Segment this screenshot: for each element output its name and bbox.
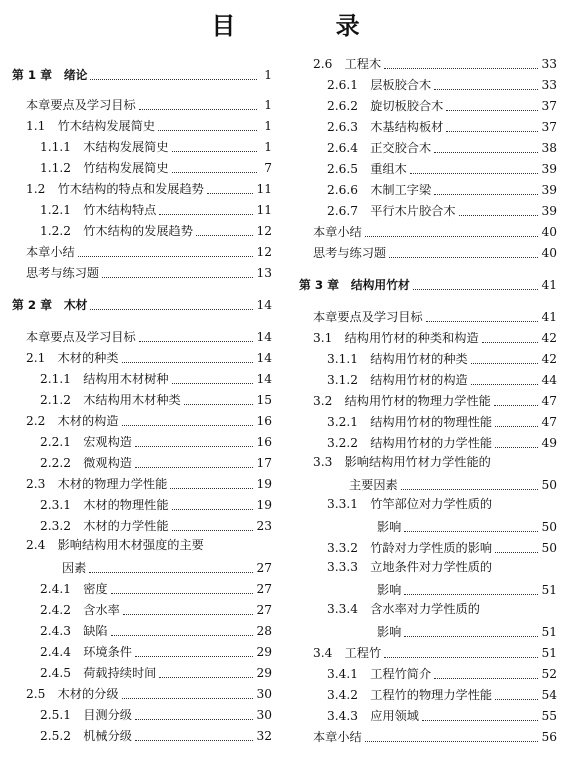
toc-leader-dots (365, 235, 539, 237)
toc-leader-dots (482, 341, 539, 343)
toc-entry-label: 2.5 木材的分级 (26, 687, 119, 701)
toc-page-number: 55 (541, 709, 557, 723)
toc-entry (377, 517, 557, 535)
toc-entry-label: 本章要点及学习目标 (26, 330, 136, 344)
toc-entry (349, 475, 557, 493)
toc-page-number: 38 (541, 141, 557, 155)
toc-page-number: 30 (256, 708, 272, 722)
toc-entry-label: 1.1 竹木结构发展简史 (26, 119, 156, 133)
toc-page-number: 11 (256, 203, 272, 217)
toc-leader-dots (135, 739, 254, 741)
toc-page-number: 54 (541, 688, 557, 702)
toc-leader-dots (471, 362, 539, 364)
toc-entry-label: 2.6.1 层板胶合木 (327, 78, 432, 92)
toc-entry-label: 1.2.1 竹木结构特点 (40, 203, 157, 217)
toc-page-number: 27 (256, 603, 272, 617)
toc-entry-label: 第 3 章 结构用竹材 (299, 278, 410, 292)
toc-leader-dots (172, 508, 254, 510)
toc-entry (313, 307, 557, 325)
toc-entry (62, 558, 272, 576)
toc-entry (327, 75, 557, 93)
toc-entry-label: 3.2 结构用竹材的物理力学性能 (313, 394, 491, 408)
toc-page-number: 33 (541, 57, 557, 71)
toc-leader-dots (172, 171, 257, 173)
toc-page-number: 56 (541, 730, 557, 744)
toc-leader-dots (495, 698, 538, 700)
toc-entry (327, 349, 557, 367)
toc-entry-label: 2.4.3 缺陷 (40, 624, 108, 638)
toc-page-number: 1 (264, 140, 272, 154)
toc-entry-label: 3.1.2 结构用竹材的构造 (327, 373, 468, 387)
toc-entry-label: 3.4 工程竹 (313, 646, 382, 660)
page-title: 目 录 (211, 12, 406, 40)
toc-page-number: 39 (541, 204, 557, 218)
toc-page-number: 19 (256, 498, 272, 512)
toc-page-number: 44 (541, 373, 557, 387)
toc-entry-label: 2.6.3 木基结构板材 (327, 120, 444, 134)
toc-leader-dots (135, 655, 254, 657)
toc-entry (327, 201, 557, 219)
toc-entry (377, 580, 557, 598)
toc-leader-dots (434, 151, 538, 153)
toc-entry (26, 263, 272, 281)
toc-leader-dots (207, 192, 254, 194)
toc-entry (40, 495, 272, 513)
toc-chapter-entry (12, 65, 272, 83)
toc-leader-dots (170, 487, 253, 489)
toc-page-number: 16 (256, 414, 272, 428)
toc-entry (26, 684, 272, 702)
toc-page-number: 40 (541, 246, 557, 260)
toc-leader-dots (404, 593, 538, 595)
toc-entry (40, 642, 272, 660)
toc-entry (26, 179, 272, 197)
toc-entry (26, 537, 272, 555)
toc-page-number: 49 (541, 436, 557, 450)
toc-leader-dots (494, 404, 539, 406)
toc-entry-label: 2.4 影响结构用木材强度的主要 (26, 538, 204, 552)
toc-leader-dots (135, 466, 254, 468)
toc-entry (40, 579, 272, 597)
toc-entry-label: 3.3.3 立地条件对力学性质的 (327, 560, 493, 574)
toc-page-number: 27 (256, 582, 272, 596)
toc-entry-label: 3.4.2 工程竹的物理力学性能 (327, 688, 493, 702)
toc-page-number: 1 (264, 98, 272, 112)
toc-entry-label: 因素 (62, 561, 87, 575)
toc-leader-dots (122, 697, 254, 699)
toc-page-number: 30 (256, 687, 272, 701)
toc-leader-dots (389, 256, 538, 258)
toc-leader-dots (159, 213, 253, 215)
toc-leader-dots (122, 424, 254, 426)
toc-page-number: 12 (256, 224, 272, 238)
toc-leader-dots (102, 276, 253, 278)
toc-leader-dots (404, 530, 538, 532)
toc-entry-label: 2.6 工程木 (313, 57, 382, 71)
toc-entry-label: 2.3.1 木材的物理性能 (40, 498, 169, 512)
toc-entry-label: 2.6.6 木制工字梁 (327, 183, 432, 197)
toc-entry (40, 369, 272, 387)
toc-page-number: 42 (541, 331, 557, 345)
toc-entry (327, 180, 557, 198)
toc-entry (377, 622, 557, 640)
toc-entry-label: 3.4.1 工程竹简介 (327, 667, 432, 681)
toc-page-number: 29 (256, 666, 272, 680)
toc-page-number: 14 (256, 330, 272, 344)
toc-entry (327, 412, 557, 430)
toc-entry-label: 思考与练习题 (26, 266, 100, 280)
toc-page-number: 51 (541, 583, 557, 597)
toc-entry (327, 685, 557, 703)
toc-chapter-entry (299, 275, 557, 293)
toc-entry (26, 474, 272, 492)
toc-entry-label: 2.2 木材的构造 (26, 414, 119, 428)
toc-leader-dots (90, 78, 257, 80)
toc-page-number: 37 (541, 120, 557, 134)
toc-entry (40, 516, 272, 534)
toc-entry (327, 433, 557, 451)
toc-leader-dots (158, 129, 257, 131)
toc-entry-label: 本章小结 (313, 730, 362, 744)
toc-entry-label: 2.6.4 正交胶合木 (327, 141, 432, 155)
toc-page-number: 14 (256, 372, 272, 386)
toc-page-number: 1 (264, 68, 272, 82)
toc-entry-label: 3.3.2 竹龄对力学性质的影响 (327, 541, 493, 555)
toc-entry (327, 96, 557, 114)
toc-entry-label: 3.3.1 竹竿部位对力学性质的 (327, 497, 493, 511)
toc-page-number: 47 (541, 415, 557, 429)
toc-entry (40, 137, 272, 155)
toc-leader-dots (172, 382, 254, 384)
toc-entry (26, 242, 272, 260)
toc-entry (327, 138, 557, 156)
toc-entry-label: 3.3.4 含水率对力学性质的 (327, 602, 480, 616)
toc-entry (40, 600, 272, 618)
toc-entry-label: 2.4.1 密度 (40, 582, 108, 596)
toc-leader-dots (471, 383, 539, 385)
toc-entry (327, 496, 557, 514)
toc-page-number: 50 (541, 478, 557, 492)
toc-entry-label: 2.6.7 平行木片胶合木 (327, 204, 456, 218)
toc-chapter-entry (12, 295, 272, 313)
toc-entry (40, 453, 272, 471)
toc-entry (327, 159, 557, 177)
toc-page-number: 14 (256, 298, 272, 312)
toc-entry-label: 2.3.2 木材的力学性能 (40, 519, 169, 533)
toc-entry (327, 559, 557, 577)
toc-leader-dots (135, 445, 254, 447)
toc-entry (327, 601, 557, 619)
toc-entry (313, 328, 557, 346)
toc-leader-dots (446, 109, 538, 111)
toc-entry-label: 本章要点及学习目标 (26, 98, 136, 112)
toc-leader-dots (426, 320, 539, 322)
toc-leader-dots (434, 88, 538, 90)
toc-entry-label: 3.4.3 应用领域 (327, 709, 419, 723)
toc-entry (40, 663, 272, 681)
toc-entry-label: 3.1 结构用竹材的种类和构造 (313, 331, 479, 345)
toc-leader-dots (384, 656, 538, 658)
toc-leader-dots (384, 67, 538, 69)
toc-entry (40, 705, 272, 723)
toc-leader-dots (413, 288, 539, 290)
toc-page-number: 15 (256, 393, 272, 407)
toc-page-number: 27 (256, 561, 272, 575)
toc-page-number: 39 (541, 183, 557, 197)
toc-leader-dots (139, 108, 257, 110)
toc-entry-label: 第 2 章 木材 (12, 298, 88, 312)
toc-entry (313, 643, 557, 661)
toc-entry (40, 432, 272, 450)
toc-entry-label: 2.4.2 含水率 (40, 603, 120, 617)
toc-page-number: 29 (256, 645, 272, 659)
toc-page-number: 14 (256, 351, 272, 365)
toc-page-number: 50 (541, 520, 557, 534)
toc-entry (40, 390, 272, 408)
toc-leader-dots (404, 635, 538, 637)
toc-entry-label: 2.1.2 木结构用木材种类 (40, 393, 181, 407)
toc-leader-dots (422, 719, 539, 721)
toc-entry-label: 2.5.2 机械分级 (40, 729, 132, 743)
toc-entry (313, 222, 557, 240)
toc-entry-label: 2.6.5 重组木 (327, 162, 407, 176)
toc-page-number: 7 (264, 161, 272, 175)
toc-entry-label: 影响 (377, 625, 402, 639)
toc-leader-dots (90, 308, 253, 310)
toc-leader-dots (401, 488, 539, 490)
toc-page-number: 39 (541, 162, 557, 176)
toc-leader-dots (111, 592, 254, 594)
toc-page-number: 28 (256, 624, 272, 638)
toc-entry-label: 2.1 木材的种类 (26, 351, 119, 365)
toc-entry-label: 本章小结 (313, 225, 362, 239)
toc-entry-label: 1.2 竹木结构的特点和发展趋势 (26, 182, 204, 196)
toc-entry-label: 2.4.4 环境条件 (40, 645, 132, 659)
toc-entry-label: 影响 (377, 583, 402, 597)
toc-leader-dots (159, 676, 253, 678)
toc-entry-label: 第 1 章 绪论 (12, 68, 88, 82)
toc-leader-dots (434, 193, 538, 195)
toc-page-number: 41 (541, 310, 557, 324)
toc-entry (327, 664, 557, 682)
toc-page-number: 11 (256, 182, 272, 196)
toc-entry (313, 727, 557, 745)
toc-page-number: 41 (541, 278, 557, 292)
toc-entry (40, 726, 272, 744)
toc-page-number: 33 (541, 78, 557, 92)
toc-leader-dots (410, 172, 539, 174)
toc-leader-dots (184, 403, 254, 405)
toc-entry-label: 2.5.1 目测分级 (40, 708, 132, 722)
toc-entry (327, 370, 557, 388)
toc-entry (26, 327, 272, 345)
toc-page-number: 19 (256, 477, 272, 491)
toc-entry-label: 2.2.1 宏观构造 (40, 435, 132, 449)
toc-leader-dots (365, 740, 539, 742)
toc-entry-label: 2.1.1 结构用木材树种 (40, 372, 169, 386)
toc-leader-dots (446, 130, 538, 132)
toc-page-number: 12 (256, 245, 272, 259)
toc-leader-dots (139, 340, 254, 342)
toc-page-number: 17 (256, 456, 272, 470)
toc-leader-dots (172, 150, 257, 152)
toc-page-number: 52 (541, 667, 557, 681)
toc-leader-dots (122, 361, 254, 363)
toc-leader-dots (434, 677, 538, 679)
toc-entry (26, 95, 272, 113)
toc-page-number: 32 (256, 729, 272, 743)
toc-entry-label: 本章小结 (26, 245, 75, 259)
toc-page-number: 23 (256, 519, 272, 533)
toc-page-number: 13 (256, 266, 272, 280)
toc-entry-label: 3.2.2 结构用竹材的力学性能 (327, 436, 493, 450)
toc-page-number: 51 (541, 625, 557, 639)
toc-leader-dots (459, 214, 539, 216)
toc-entry-label: 本章要点及学习目标 (313, 310, 423, 324)
toc-entry-label: 1.1.1 木结构发展简史 (40, 140, 169, 154)
toc-entry (327, 706, 557, 724)
toc-page-number: 40 (541, 225, 557, 239)
toc-page-number: 50 (541, 541, 557, 555)
toc-entry-label: 3.2.1 结构用竹材的物理性能 (327, 415, 493, 429)
toc-entry (313, 454, 557, 472)
toc-page-number: 1 (264, 119, 272, 133)
toc-leader-dots (123, 613, 254, 615)
toc-page-number: 16 (256, 435, 272, 449)
toc-entry (313, 391, 557, 409)
toc-entry-label: 主要因素 (349, 478, 398, 492)
toc-entry (40, 200, 272, 218)
toc-entry-label: 2.4.5 荷载持续时间 (40, 666, 157, 680)
toc-entry (40, 158, 272, 176)
toc-entry-label: 思考与练习题 (313, 246, 387, 260)
toc-entry (327, 117, 557, 135)
toc-entry (313, 54, 557, 72)
toc-entry (26, 411, 272, 429)
toc-page-number: 47 (541, 394, 557, 408)
toc-entry-label: 1.1.2 竹结构发展简史 (40, 161, 169, 175)
toc-leader-dots (172, 529, 254, 531)
toc-leader-dots (111, 634, 254, 636)
toc-entry-label: 3.1.1 结构用竹材的种类 (327, 352, 468, 366)
toc-leader-dots (495, 446, 538, 448)
toc-entry-label: 2.3 木材的物理力学性能 (26, 477, 168, 491)
toc-entry (26, 348, 272, 366)
toc-leader-dots (89, 571, 253, 573)
toc-entry-label: 3.3 影响结构用竹材力学性能的 (313, 455, 491, 469)
toc-leader-dots (495, 551, 538, 553)
toc-leader-dots (196, 234, 254, 236)
toc-leader-dots (135, 718, 254, 720)
toc-entry-label: 1.2.2 竹木结构的发展趋势 (40, 224, 193, 238)
toc-page-number: 37 (541, 99, 557, 113)
toc-leader-dots (78, 255, 254, 257)
toc-entry-label: 影响 (377, 520, 402, 534)
toc-entry (26, 116, 272, 134)
toc-page-number: 42 (541, 352, 557, 366)
toc-entry-label: 2.6.2 旋切板胶合木 (327, 99, 444, 113)
toc-entry (327, 538, 557, 556)
toc-entry (40, 221, 272, 239)
toc-entry (40, 621, 272, 639)
toc-leader-dots (495, 425, 538, 427)
toc-entry (313, 243, 557, 261)
toc-entry-label: 2.2.2 微观构造 (40, 456, 132, 470)
toc-page-number: 51 (541, 646, 557, 660)
